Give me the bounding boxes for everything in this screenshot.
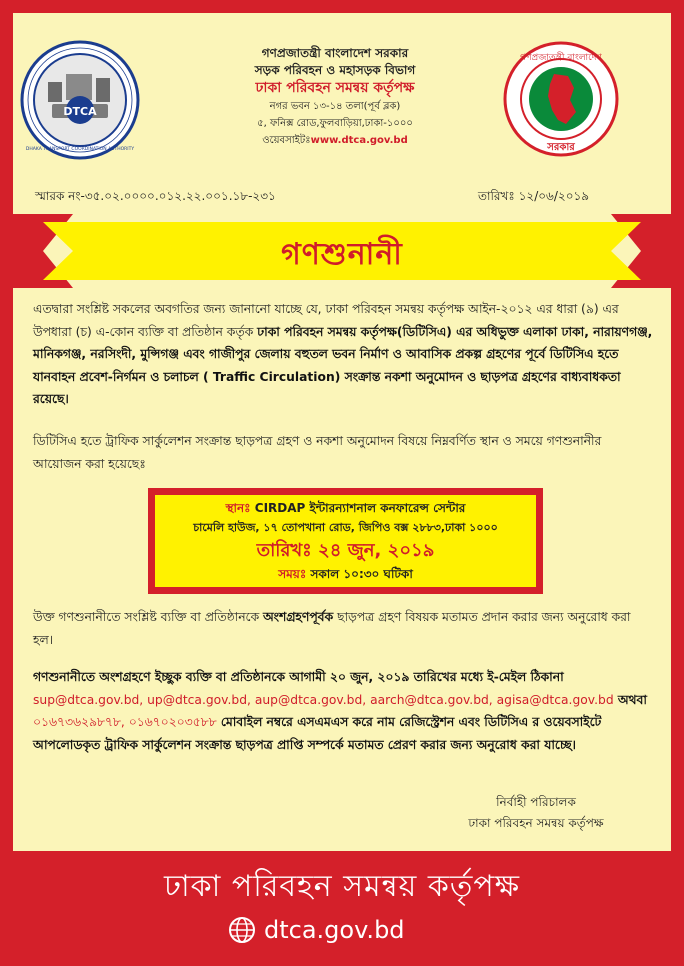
division-name: সড়ক পরিবহন ও মহাসড়ক বিভাগ: [254, 63, 416, 77]
signatory-org: ঢাকা পরিবহন সমন্বয় কর্তৃপক্ষ: [468, 816, 604, 830]
hearing-time-value: সকাল ১০:৩০ ঘটিকা: [306, 567, 413, 581]
globe-icon: [228, 916, 256, 944]
notice-title: গণশুনানী: [281, 237, 403, 272]
participation-text-a: উক্ত গণশুনানীতে সংশ্লিষ্ট ব্যক্তি বা প্রতিষ্ঠানকে: [33, 610, 263, 624]
signature-block: [436, 792, 636, 834]
email-addresses[interactable]: sup@dtca.gov.bd, up@dtca.gov.bd, aup@dtca.gov.bd, aarch@dtca.gov.bd, agisa@dtca.gov.bd: [33, 692, 614, 707]
participation-paragraph: [33, 606, 653, 651]
road-address: ৫, ফনিক্স রোড,ফুলবাড়িয়া,ঢাকা-১০০০: [257, 118, 413, 129]
website-label: ওয়েবসাইটঃ: [262, 135, 311, 146]
letterhead: [170, 45, 500, 149]
schedule-paragraph: ডিটিসিএ হতে ট্রাফিক সার্কুলেশন সংক্রান্ত ছাড়পত্র গ্রহণ ও নকশা অনুমোদন বিষয়ে নিম্নবর্ণিত স্থান ও সময়ে গণশুনানীর আয়োজন করা হয়েছেঃ: [33, 434, 602, 471]
website-link[interactable]: www.dtca.gov.bd: [310, 135, 408, 146]
hearing-date: তারিখঃ ২৪ জুন, ২০১৯: [256, 540, 435, 561]
dtca-logo-text: DTCA: [63, 105, 97, 118]
website-line: [170, 132, 500, 149]
registration-text-c: মোবাইল নম্বরে এসএমএস করে নাম রেজিস্ট্রেশন এবং ডিটিসিএ র ওয়েবসাইটে আপলোডকৃত ট্রাফিক সার্কুলেশন সংক্রান্ত ছাড়পত্র প্রাপ্তি সম্পর্কে মতামত প্রেরণ করার জন্য অনুরোধ করা যাচ্ছে।: [33, 715, 602, 752]
hearing-time-label: সময়ঃ: [278, 567, 307, 581]
participation-bold: অংশগ্রহণপূর্বক: [263, 610, 334, 624]
government-name: গণপ্রজাতন্ত্রী বাংলাদেশ সরকার: [261, 46, 409, 60]
intro-text: এতদ্বারা সংশ্লিষ্ট সকলের অবগতির জন্য জানানো যাচ্ছে যে, ঢাকা পরিবহন সমন্বয় কর্তৃপক্ষ আইন-২০১২ এর ধারা (৯) এর উপধারা (চ) এ-কোন ব্যক্তি বা প্রতিষ্ঠান কর্তৃক: [33, 302, 619, 339]
intro-bold-text: ঢাকা পরিবহন সমন্বয় কর্তৃপক্ষ(ডিটিসিএ) এর অধিভুক্ত এলাকা ঢাকা, নারায়ণগঞ্জ, মানিকগঞ্জ, নরসিংদী, মুন্সিগঞ্জ এবং গাজীপুর জেলায় বহুতল ভবন নির্মাণ ও আবাসিক প্রকল্প গ্রহণের পূর্বে ডিটিসিএ হতে যানবাহন প্রবেশ-নির্গমন ও চলাচল ( Traffic Circulation) সংক্রান্ত নকশা অনুমোদন ও ছাড়পত্র গ্রহণের বাধ্যবাধকতা রয়েছে।: [33, 324, 653, 406]
dtca-logo-ring-text: DHAKA TRANSPORT COORDINATION AUTHORITY: [25, 147, 135, 152]
seal-bottom-text: সরকার: [547, 142, 575, 153]
footer-organization: ঢাকা পরিবহন সমন্বয় কর্তৃপক্ষ: [163, 869, 520, 904]
signatory-title: নির্বাহী পরিচালক: [496, 795, 576, 809]
registration-text-b: অথবা: [613, 692, 647, 707]
government-seal: [502, 40, 620, 158]
registration-text-a: গণশুনানীতে অংশগ্রহণে ইচ্ছুক ব্যক্তি বা প্রতিষ্ঠানকে আগামী ২০ জুন, ২০১৯ তারিখের মধ্যে ই-মেইল ঠিকানা: [33, 670, 564, 684]
venue-place-label: স্থানঃ: [225, 501, 251, 515]
venue-address: চামেলি হাউজ, ১৭ তোপখানা রোড, জিপিও বক্স ২৮৮৩,ঢাকা ১০০০: [193, 521, 498, 534]
memo-number: স্মারক নং-৩৫.০২.০০০০.০১২.২২.০০১.১৮-২৩১: [35, 189, 276, 203]
venue-place: [155, 498, 536, 518]
participation-text-c: ছাড়পত্র গ্রহণ বিষয়ক মতামত প্রদান করার জন্য অনুরোধ করা হল।: [33, 610, 631, 647]
phone-numbers[interactable]: ০১৬৭৩৬২৯৮৭৮, ০১৬৭০২০৩৫৮৮: [33, 715, 217, 729]
issue-date: তারিখঃ ১২/০৬/২০১৯: [478, 189, 590, 203]
hearing-time: [155, 564, 536, 584]
footer-website[interactable]: [228, 912, 405, 948]
registration-paragraph: [33, 666, 653, 756]
venue-box: [155, 495, 536, 587]
footer-url-text[interactable]: dtca.gov.bd: [264, 916, 405, 944]
dtca-logo: [18, 38, 142, 162]
venue-place-value: CIRDAP ইন্টারন্যাশনাল কনফারেন্স সেন্টার: [250, 501, 466, 515]
intro-paragraph: [33, 298, 653, 411]
seal-top-text: গণপ্রজাতন্ত্রী বাংলাদেশ: [520, 53, 602, 63]
building-address: নগর ভবন ১৩-১৪ তলা(পূর্ব ব্লক): [269, 101, 401, 112]
organization-name: ঢাকা পরিবহন সমন্বয় কর্তৃপক্ষ: [255, 80, 415, 96]
